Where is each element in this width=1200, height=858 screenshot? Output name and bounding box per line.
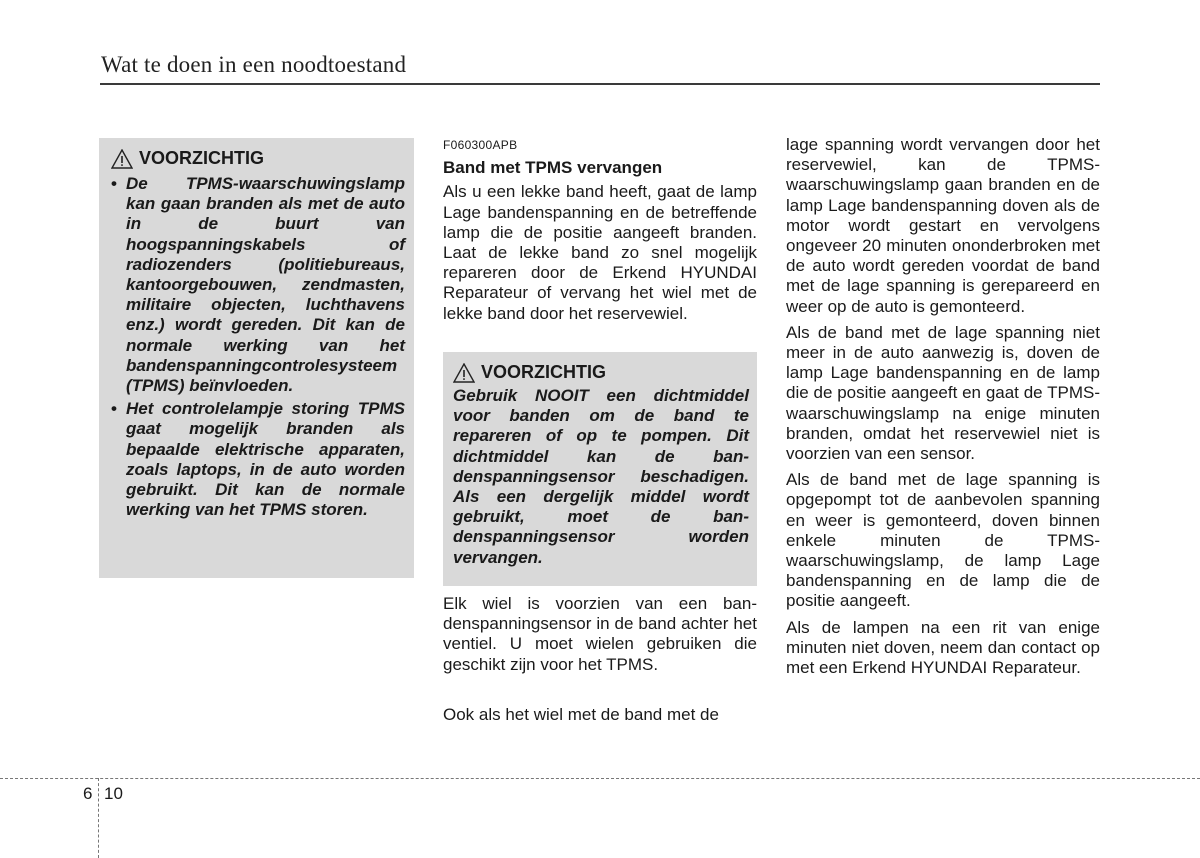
caution-bullet: • De TPMS-waarschuwingslamp kan gaan branden als met de auto in de buurt van hoogspanningskabels of radiozenders (politiebureaus, kantoorgebouwen, zendmasten, militaire objecten, luchthavens enz.) wordt gereden. Dit kan de normale werking van het bandenspanningcontrolesysteem (TPMS) beïnvloeden. bbox=[111, 174, 405, 396]
caution-heading bbox=[453, 362, 749, 383]
body-paragraph: Als de lampen na een rit van enige minuten niet doven, neem dan contact op met een Erkend HYUNDAI Reparateur. bbox=[786, 617, 1100, 678]
body-paragraph: Als de band met de lage spanning niet meer in de auto aanwezig is, doven de lamp Lage bandenspanning en de lamp die de positie aangeeft en gaat de TPMS-waarschuwingslamp na enige minuten branden, omdat het reservewiel niet is voorzien van een sensor. bbox=[786, 322, 1100, 464]
warning-triangle-icon bbox=[111, 149, 133, 169]
caution-bullet-list bbox=[111, 174, 405, 520]
body-paragraph: lage spanning wordt vervangen door het reservewiel, kan de TPMS-waarschuwingslamp gaan branden en de lamp Lage bandenspanning doven als de motor wordt gestart en vervolgens ongeveer 20 minuten ononderbroken met de auto wordt gereden voordat de band met de lage spanning is gerepareerd en weer op de auto is gemonteerd. bbox=[786, 135, 1100, 316]
middle-column-lower bbox=[443, 594, 757, 725]
caution-heading-label: VOORZICHTIG bbox=[139, 148, 264, 168]
body-paragraph: Als u een lekke band heeft, gaat de lamp Lage bandenspanning en de betreffende lamp die de positie aangeeft branden. Laat de lekke band zo snel mogelijk repareren door de Erkend HYUNDAI Reparateur of vervang het wiel met de lekke band door het reservewiel. bbox=[443, 182, 757, 323]
body-paragraph: Elk wiel is voorzien van een bandenspanningsensor in de band achter het ventiel. U moet wielen gebruiken die geschikt zijn voor het TPMS. bbox=[443, 594, 757, 674]
section-subheading: Band met TPMS vervangen bbox=[443, 158, 663, 178]
footer-rule bbox=[0, 778, 1200, 779]
caution-heading bbox=[111, 148, 405, 169]
warning-triangle-icon bbox=[453, 363, 475, 383]
right-column bbox=[786, 135, 1100, 678]
middle-column bbox=[443, 135, 757, 324]
footer-divider bbox=[98, 778, 99, 858]
page-header-title: Wat te doen in een noodtoestand bbox=[101, 52, 407, 77]
header-rule bbox=[100, 83, 1100, 85]
chapter-number: 6 bbox=[83, 784, 93, 803]
body-paragraph: Ook als het wiel met de band met de bbox=[443, 704, 719, 724]
body-paragraph: Als de band met de lage spanning is opgepompt tot de aanbevolen spanning en weer is gemonteerd, doven binnen enkele minuten de TPMS-waarschuwingslamp, de lamp Lage bandenspanning en de lamp die de positie aangeeft. bbox=[786, 470, 1100, 611]
caution-heading-label: VOORZICHTIG bbox=[481, 362, 606, 382]
caution-bullet: • Het controlelampje storing TPMS gaat mogelijk branden als bepaalde elektrische apparaten, zoals laptops, in de auto worden gebruikt. Dit kan de normale werking van het TPMS storen. bbox=[111, 399, 405, 520]
document-code: F060300APB bbox=[443, 138, 518, 152]
caution-box-middle bbox=[443, 352, 757, 586]
caution-text: Gebruik NOOIT een dichtmiddel voor banden om de band te repareren of op te pompen. Dit dichtmiddel kan de bandenspanningsensor beschadigen. Als een dergelijk middel wordt gebruikt, moet de bandenspanningsensor worden vervangen. bbox=[453, 386, 749, 567]
page-number: 10 bbox=[104, 784, 123, 803]
caution-box-left bbox=[99, 138, 414, 578]
